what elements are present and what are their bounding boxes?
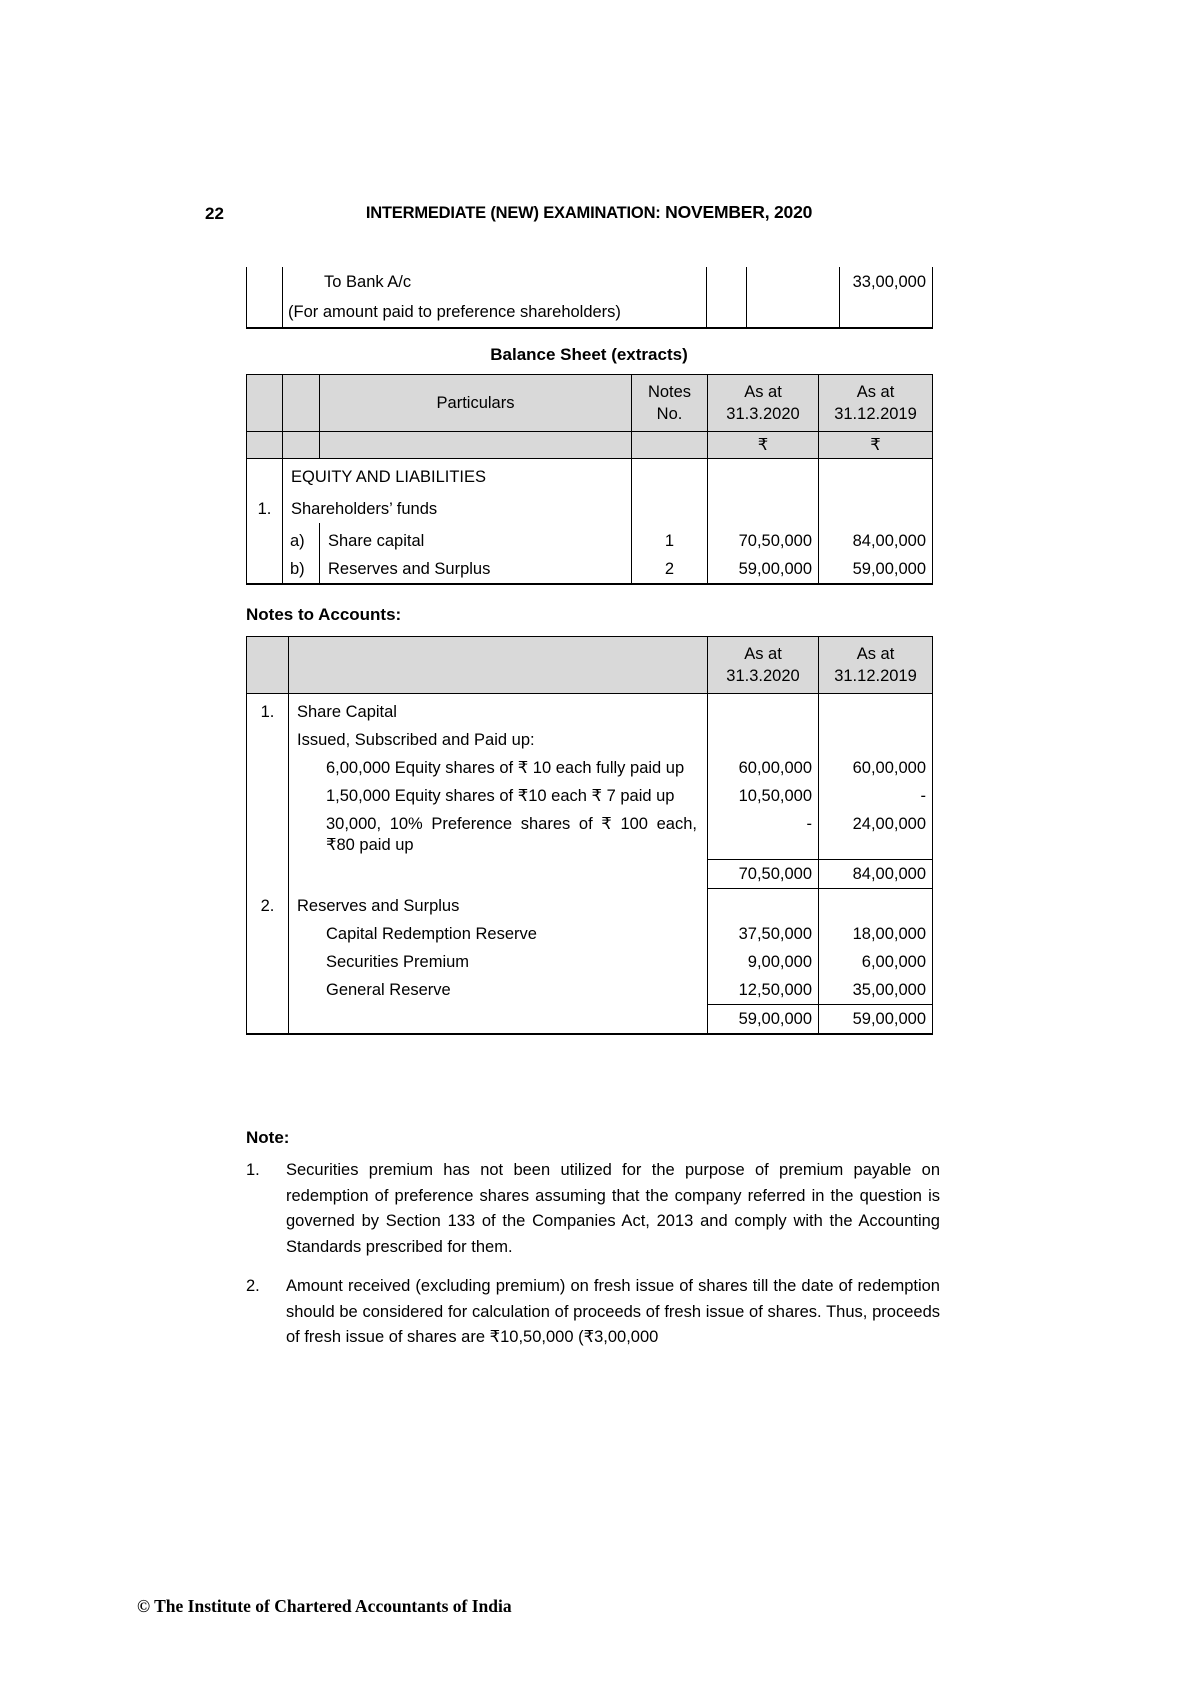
table-row (247, 810, 933, 859)
row-amount-2020 (708, 726, 819, 754)
exam-header-session: NOVEMBER, 2020 (665, 202, 813, 222)
row-text: General Reserve (289, 976, 708, 1005)
row-amount-2020: 59,00,000 (708, 555, 819, 584)
table-row (247, 491, 933, 523)
journal-lf-cell (707, 267, 747, 297)
notes-to-accounts-table (246, 636, 933, 1035)
currency-empty-cell (320, 432, 632, 459)
currency-empty-cell (632, 432, 708, 459)
table-row (247, 976, 933, 1005)
footer-copyright: © The Institute of Chartered Accountants of India (137, 1596, 512, 1616)
currency-symbol-2019: ₹ (819, 432, 933, 459)
journal-entry-table (246, 267, 933, 329)
row-amount-2019 (819, 694, 933, 727)
row-amount-2020: 37,50,000 (708, 920, 819, 948)
row-note: 1 (632, 523, 708, 555)
table-row (247, 754, 933, 782)
row-number (247, 1005, 289, 1035)
row-amount-2019: 18,00,000 (819, 920, 933, 948)
table-row (247, 948, 933, 976)
row-text: Capital Redemption Reserve (289, 920, 708, 948)
row-text: 30,000, 10% Preference shares of ₹ 100 each, ₹80 paid up (289, 810, 708, 859)
row-amount-2019 (819, 726, 933, 754)
row-label: Reserves and Surplus (320, 555, 632, 584)
row-label: EQUITY AND LIABILITIES (283, 459, 632, 492)
row-number (247, 754, 289, 782)
note-list (246, 1158, 940, 1365)
currency-row (247, 432, 933, 459)
journal-dr-amount (747, 297, 840, 328)
table-row (247, 726, 933, 754)
header-asat-2020: As at 31.3.2020 (708, 637, 819, 694)
row-number (247, 948, 289, 976)
row-number (247, 782, 289, 810)
row-text: Securities Premium (289, 948, 708, 976)
journal-row (247, 267, 933, 297)
exam-header (246, 202, 932, 224)
notes-to-accounts-heading: Notes to Accounts: (246, 605, 402, 624)
total-amount-2019: 59,00,000 (819, 1005, 933, 1035)
journal-particulars: To Bank A/c (283, 267, 707, 297)
row-letter: a) (283, 523, 320, 555)
header-empty-cell (289, 637, 708, 694)
note-item (246, 1274, 940, 1351)
balance-sheet-table (246, 374, 933, 585)
row-number (247, 726, 289, 754)
notes-header-row (247, 637, 933, 694)
row-number (247, 523, 283, 555)
row-amount-2019: - (819, 782, 933, 810)
row-text: Reserves and Surplus (289, 888, 708, 920)
row-note (632, 459, 708, 492)
note-item-text: Amount received (excluding premium) on fresh issue of shares till the date of redemption should be considered for calculation of proceeds of fresh issue of shares. Thus, proceeds of fresh issue of shares are ₹10,50,000 (₹3,00,000 (286, 1277, 940, 1346)
row-text (289, 1005, 708, 1035)
subtotal-amount-2020: 70,50,000 (708, 859, 819, 888)
row-label: Shareholders’ funds (283, 491, 632, 523)
currency-symbol-2020: ₹ (708, 432, 819, 459)
journal-narration: (For amount paid to preference shareholders) (283, 297, 707, 328)
subtotal-amount-2019: 84,00,000 (819, 859, 933, 888)
row-text: 1,50,000 Equity shares of ₹10 each ₹ 7 paid up (289, 782, 708, 810)
table-row (247, 555, 933, 584)
row-amount-2019: 6,00,000 (819, 948, 933, 976)
row-amount-2019: 84,00,000 (819, 523, 933, 555)
header-asat-2020: As at 31.3.2020 (708, 375, 819, 432)
header-empty-cell (247, 637, 289, 694)
row-number (247, 976, 289, 1005)
row-amount-2020: 9,00,000 (708, 948, 819, 976)
row-note: 2 (632, 555, 708, 584)
row-number: 1. (247, 491, 283, 523)
row-text: Share Capital (289, 694, 708, 727)
page-number: 22 (205, 204, 224, 223)
table-row (247, 782, 933, 810)
row-number (247, 459, 283, 492)
header-notes-no: Notes No. (632, 375, 708, 432)
row-number (247, 555, 283, 584)
total-amount-2020: 59,00,000 (708, 1005, 819, 1035)
row-amount-2019 (819, 888, 933, 920)
row-letter: b) (283, 555, 320, 584)
row-amount-2020: - (708, 810, 819, 859)
row-text (289, 859, 708, 888)
row-amount-2020 (708, 459, 819, 492)
header-empty-cell (283, 375, 320, 432)
header-asat-2019: As at 31.12.2019 (819, 637, 933, 694)
header-particulars: Particulars (320, 375, 632, 432)
subtotal-row (247, 859, 933, 888)
row-amount-2019: 24,00,000 (819, 810, 933, 859)
journal-lf-cell (707, 297, 747, 328)
row-amount-2019: 59,00,000 (819, 555, 933, 584)
row-amount-2019: 60,00,000 (819, 754, 933, 782)
row-note (632, 491, 708, 523)
journal-empty-cell (247, 267, 283, 297)
balance-sheet-header-row (247, 375, 933, 432)
journal-row (247, 297, 933, 328)
exam-header-title: INTERMEDIATE (NEW) EXAMINATION: (365, 204, 661, 222)
row-amount-2020: 10,50,000 (708, 782, 819, 810)
currency-empty-cell (283, 432, 320, 459)
row-text: Issued, Subscribed and Paid up: (289, 726, 708, 754)
note-heading: Note: (246, 1128, 290, 1147)
table-row (247, 523, 933, 555)
journal-cr-amount (840, 297, 933, 328)
note-item-number: 2. (246, 1277, 260, 1295)
row-amount-2020 (708, 694, 819, 727)
note-item (246, 1158, 940, 1260)
journal-dr-amount (747, 267, 840, 297)
row-label: Share capital (320, 523, 632, 555)
row-number (247, 859, 289, 888)
table-row (247, 694, 933, 727)
header-empty-cell (247, 375, 283, 432)
row-text: 6,00,000 Equity shares of ₹ 10 each fully paid up (289, 754, 708, 782)
row-amount-2020: 12,50,000 (708, 976, 819, 1005)
note-item-number: 1. (246, 1161, 260, 1179)
currency-empty-cell (247, 432, 283, 459)
total-row (247, 1005, 933, 1035)
balance-sheet-title: Balance Sheet (extracts) (490, 345, 688, 364)
table-row (247, 459, 933, 492)
row-amount-2020 (708, 888, 819, 920)
row-amount-2019: 35,00,000 (819, 976, 933, 1005)
row-amount-2019 (819, 459, 933, 492)
table-row (247, 920, 933, 948)
row-amount-2020 (708, 491, 819, 523)
journal-cr-amount: 33,00,000 (840, 267, 933, 297)
row-number (247, 810, 289, 859)
row-number: 1. (247, 694, 289, 727)
row-amount-2020: 70,50,000 (708, 523, 819, 555)
table-row (247, 888, 933, 920)
row-number: 2. (247, 888, 289, 920)
row-number (247, 920, 289, 948)
journal-empty-cell (247, 297, 283, 328)
header-asat-2019: As at 31.12.2019 (819, 375, 933, 432)
note-item-text: Securities premium has not been utilized for the purpose of premium payable on redemption of preference shares assuming that the company referred in the question is governed by Section 133 of the Companies Act, 2013 and comply with the Accounting Standards prescribed for them. (286, 1161, 940, 1256)
row-amount-2019 (819, 491, 933, 523)
row-amount-2020: 60,00,000 (708, 754, 819, 782)
